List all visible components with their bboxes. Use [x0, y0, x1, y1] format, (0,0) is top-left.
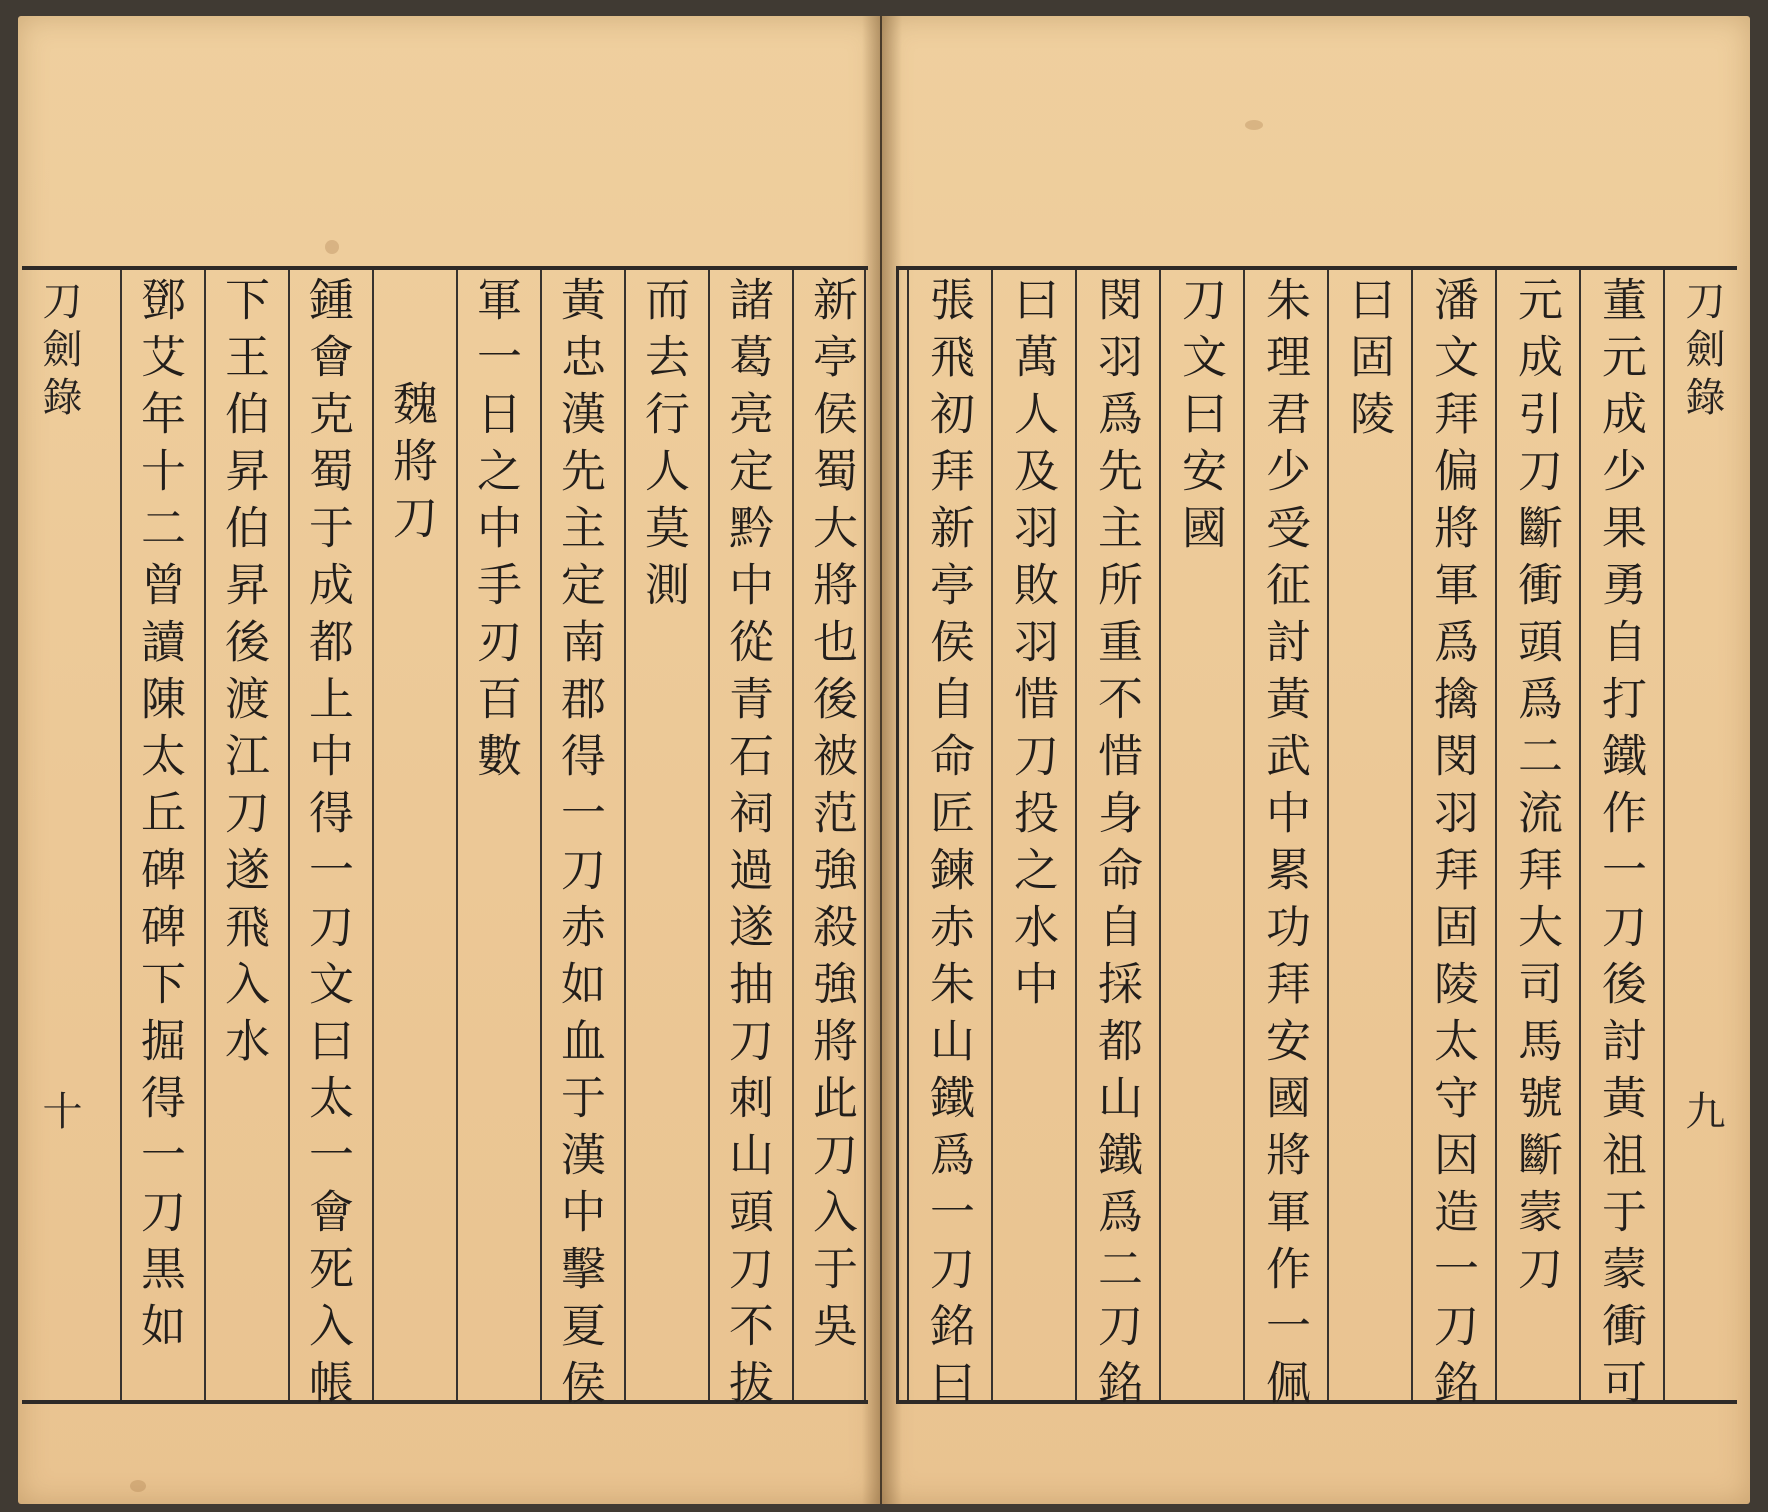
- text-column: 董元成少果勇自打鐵作一刀後討黃祖于蒙衝可: [1594, 276, 1647, 1416]
- right-page-margin-title: 刀劍錄: [1679, 280, 1725, 424]
- text-column: 魏將刀: [385, 380, 438, 551]
- text-column: 張飛初拜新亭侯自命匠鍊赤朱山鐵爲一刀銘曰: [922, 276, 975, 1416]
- right-page-number: 九: [1679, 1090, 1725, 1138]
- text-column: 鍾會克蜀于成都上中得一刀文曰太一會死入帳: [301, 276, 354, 1416]
- paper-stain: [325, 240, 339, 254]
- left-page-margin-title: 刀劍錄: [36, 280, 82, 424]
- text-column: 曰固陵: [1342, 276, 1395, 447]
- text-column: 曰萬人及羽敗羽惜刀投之水中: [1006, 276, 1059, 1017]
- text-column: 鄧艾年十二曾讀陳太丘碑碑下掘得一刀黒如: [133, 276, 186, 1359]
- text-column: 下王伯昇伯昇後渡江刀遂飛入水: [217, 276, 270, 1074]
- paper-stain: [1245, 120, 1263, 130]
- text-column: 諸葛亮定黔中從青石祠過遂抽刀刺山頭刀不拔: [721, 276, 774, 1416]
- paper-stain: [130, 1480, 146, 1492]
- text-column: 黃忠漢先主定南郡得一刀赤如血于漢中擊夏侯: [553, 276, 606, 1416]
- text-column: 潘文拜偏將軍爲擒閔羽拜固陵太守因造一刀銘: [1426, 276, 1479, 1416]
- left-text-frame: [22, 266, 868, 1416]
- left-page-number: 十: [36, 1090, 82, 1138]
- text-column: 新亭侯蜀大將也後被范強殺強將此刀入于吳: [805, 276, 858, 1359]
- text-column: 朱理君少受征討黃武中累功拜安國將軍作一佩: [1258, 276, 1311, 1416]
- right-text-frame: [896, 266, 1737, 1416]
- text-column: 元成引刀斷衝頭爲二流拜大司馬號斷蒙刀: [1510, 276, 1563, 1302]
- text-column: 刀文曰安國: [1174, 276, 1227, 561]
- text-column: 閔羽爲先主所重不惜身命自採都山鐵爲二刀銘: [1090, 276, 1143, 1416]
- text-column: 軍一日之中手刃百數: [469, 276, 522, 789]
- text-column: 而去行人莫測: [637, 276, 690, 618]
